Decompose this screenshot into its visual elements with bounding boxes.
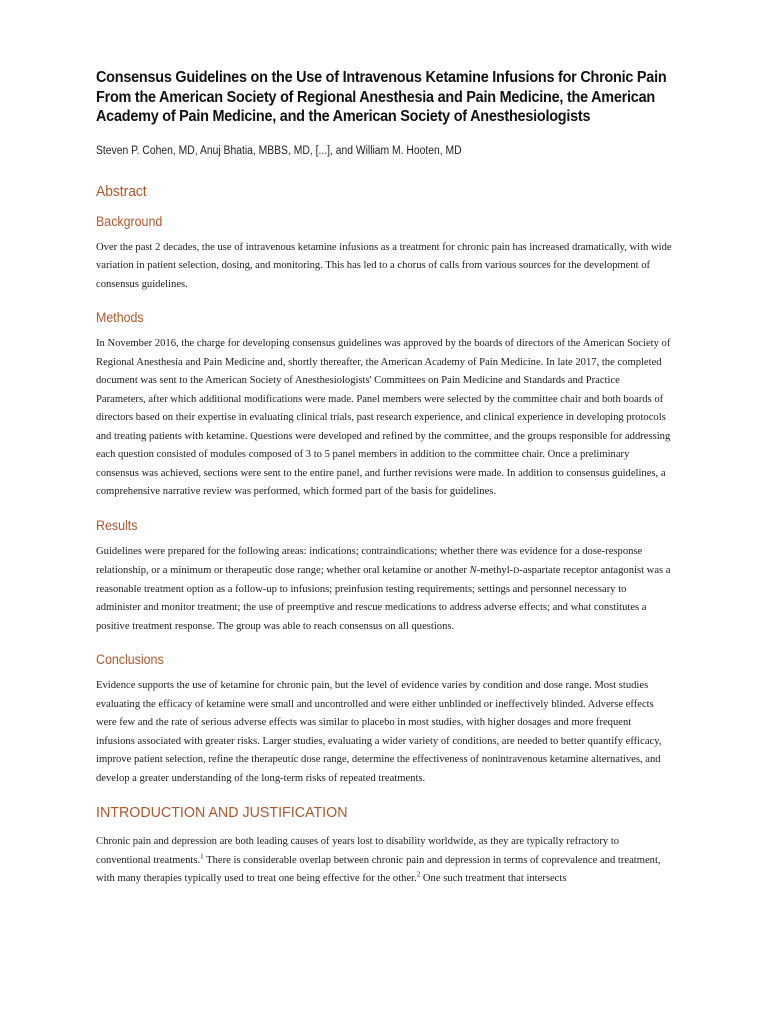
reference-link-1[interactable]: 1	[200, 851, 204, 860]
methods-heading: Methods	[96, 310, 144, 325]
results-text-before: Guidelines were prepared for the following areas: indications; contraindications; whether there was evidence for a dose-response relationship, or a minimum or therapeutic dose range; whether oral ketamine or another	[96, 545, 643, 576]
results-text-methyl: -methyl-	[476, 565, 514, 576]
results-text-after: -aspartate receptor antagonist was a reasonable treatment option as a follow-up to infusions; preinfusion testing requirements; settings and personnel necessary to administer and monitor treatment; the use of preemptive and rescue medications to address adverse effects; and what constitutes a positive treatment response. The group was able to reach consensus on all questions.	[96, 565, 671, 632]
results-italic-n: N	[469, 565, 477, 576]
abstract-background	[96, 214, 672, 295]
background-heading: Background	[96, 213, 163, 229]
reference-link-2[interactable]: 2	[416, 870, 421, 879]
intro-text-3: One such treatment that intersects	[420, 873, 567, 884]
introduction-section	[96, 804, 672, 889]
methods-text: In November 2016, the charge for developing consensus guidelines was approved by the boards of directors of the American Society of Regional Anesthesia and Pain Medicine and, shortly thereafter, the American Academy of Pain Medicine. In late 2017, the completed document was sent to the American Society of Anesthesiologists' Committees on Pain Medicine and Standards and Practice Parameters, after which additional modifications were made. Panel members were selected by the committee chair and both boards of directors based on their expertise in evaluating clinical trials, past research experience, and clinical experience in developing protocols and treating patients with ketamine. Questions were developed and refined by the committee, and the groups responsible for addressing each question consisted of modules composed of 3 to 5 panel members in addition to the committee chair. Once a preliminary consensus was achieved, sections were sent to the entire panel, and further revisions were made. In addition to consensus guidelines, a comprehensive narrative review was performed, which formed part of the basis for guidelines.	[96, 338, 671, 497]
results-text	[96, 543, 672, 637]
abstract-results	[96, 518, 672, 637]
background-text: Over the past 2 decades, the use of intravenous ketamine infusions as a treatment for chronic pain has increased dramatically, with wide variation in patient selection, dosing, and monitoring. This has led to a chorus of calls from various sources for the development of consensus guidelines.	[96, 241, 672, 290]
author-list[interactable]: Steven P. Cohen, MD, Anuj Bhatia, MBBS, MD, [...], and William M. Hooten, MD	[96, 144, 462, 157]
conclusions-heading: Conclusions	[96, 652, 164, 667]
intro-text-1: Chronic pain and depression are both leading causes of years lost to disability worldwide, as they are typically refractory to conventional treatments.	[96, 836, 620, 866]
results-small-caps-d: D	[513, 565, 520, 575]
abstract-heading: Abstract	[96, 182, 147, 200]
abstract-methods	[96, 310, 672, 502]
introduction-text	[96, 833, 672, 889]
intro-text-2: There is considerable overlap between chronic pain and depression in terms of coprevalence and treatment, with many therapies typically used to treat one being effective for the other.	[96, 854, 661, 884]
conclusions-text: Evidence supports the use of ketamine for chronic pain, but the level of evidence varies by condition and dose range. Most studies evaluating the efficacy of ketamine were small and uncontrolled and were either unblinded or ineffectively blinded. Adverse effects were few and the rate of serious adverse effects was similar to placebo in most studies, with higher dosages and more frequent infusions associated with greater risks. Larger studies, evaluating a wider variety of conditions, are needed to better quantify efficacy, improve patient selection, refine the therapeutic dose range, determine the effectiveness of nonintravenous ketamine alternatives, and develop a greater understanding of the long-term risks of repeated treatments.	[96, 680, 662, 784]
article-page	[96, 68, 672, 905]
abstract-conclusions	[96, 652, 672, 788]
results-heading: Results	[96, 517, 138, 533]
introduction-heading: INTRODUCTION AND JUSTIFICATION	[96, 804, 348, 821]
article-title: Consensus Guidelines on the Use of Intravenous Ketamine Infusions for Chronic Pain From the American Society of Regional Anesthesia and Pain Medicine, the American Academy of Pain Medicine, and the American Society of Anesthesiologists	[96, 69, 667, 125]
